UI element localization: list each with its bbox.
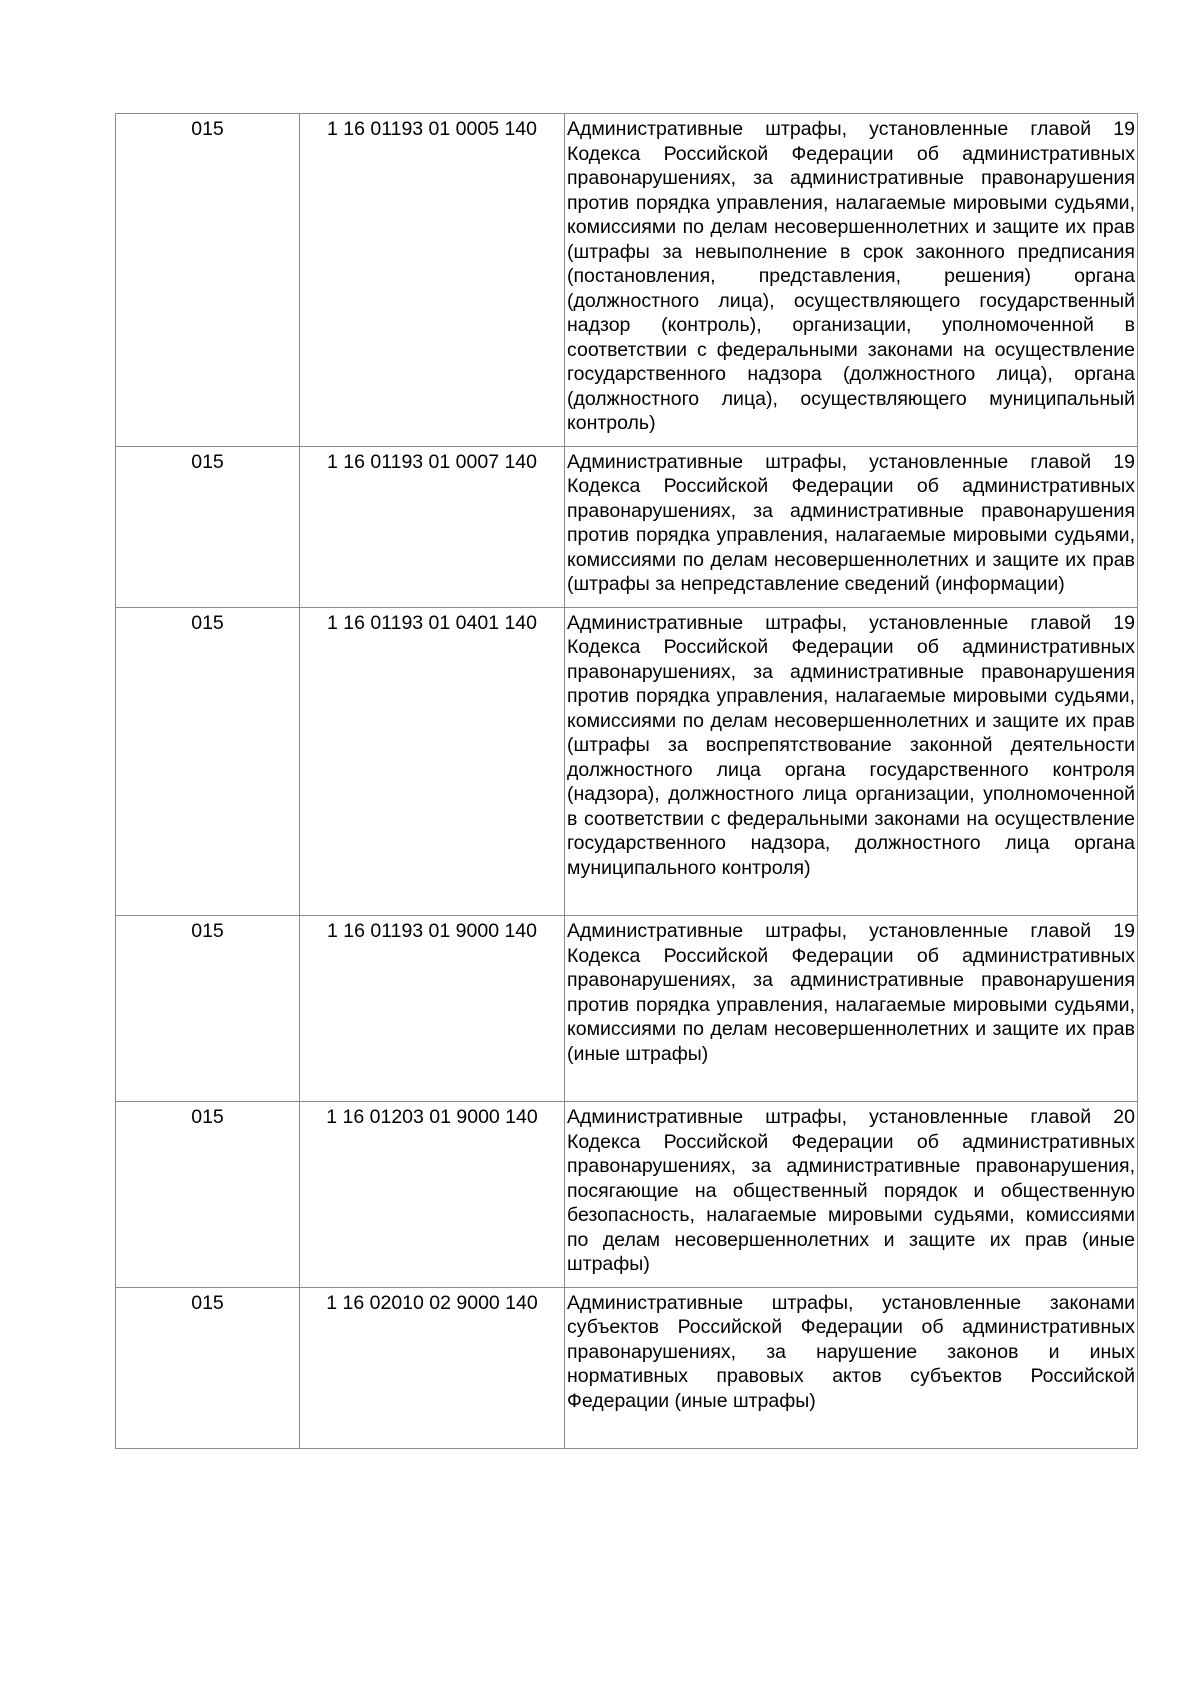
table-row: [116, 446, 1138, 607]
description-cell: Административные штрафы, установленные главой 19 Кодекса Российской Федерации об административных правонарушениях, за административные правонарушения против порядка управления, налагаемые мировыми судьями, комиссиями по делам несовершеннолетних и защите их прав (штрафы за воспрепятствование законной деятельности должностного лица органа государственного контроля (надзора), должностного лица организации, уполномоченной в соответствии с федеральными законами на осуществление государственного надзора, должностного лица органа муниципального контроля): [565, 607, 1138, 916]
kbk-code-cell: 1 16 01193 01 0401 140: [300, 607, 565, 916]
budget-classification-table: [115, 113, 1138, 1449]
description-cell: Административные штрафы, установленные главой 19 Кодекса Российской Федерации об административных правонарушениях, за административные правонарушения против порядка управления, налагаемые мировыми судьями, комиссиями по делам несовершеннолетних и защите их прав (иные штрафы): [565, 916, 1138, 1102]
description-cell: Административные штрафы, установленные главой 20 Кодекса Российской Федерации об административных правонарушениях, за административные правонарушения, посягающие на общественный порядок и общественную безопасность, налагаемые мировыми судьями, комиссиями по делам несовершеннолетних и защите их прав (иные штрафы): [565, 1102, 1138, 1288]
table-row: [116, 1102, 1138, 1288]
admin-code-cell: 015: [116, 916, 300, 1102]
table-row: [116, 1287, 1138, 1449]
admin-code-cell: 015: [116, 1102, 300, 1288]
kbk-code-cell: 1 16 01203 01 9000 140: [300, 1102, 565, 1288]
admin-code-cell: 015: [116, 114, 300, 447]
table-row: [116, 607, 1138, 916]
description-cell: Административные штрафы, установленные главой 19 Кодекса Российской Федерации об административных правонарушениях, за административные правонарушения против порядка управления, налагаемые мировыми судьями, комиссиями по делам несовершеннолетних и защите их прав (штрафы за невыполнение в срок законного предписания (постановления, представления, решения) органа (должностного лица), осуществляющего государственный надзор (контроль), организации, уполномоченной в соответствии с федеральными законами на осуществление государственного надзора (должностного лица), органа (должностного лица), осуществляющего муниципальный контроль): [565, 114, 1138, 447]
description-cell: Административные штрафы, установленные законами субъектов Российской Федерации об административных правонарушениях, за нарушение законов и иных нормативных правовых актов субъектов Российской Федерации (иные штрафы): [565, 1287, 1138, 1449]
admin-code-cell: 015: [116, 607, 300, 916]
table-row: [116, 114, 1138, 447]
admin-code-cell: 015: [116, 446, 300, 607]
kbk-code-cell: 1 16 01193 01 9000 140: [300, 916, 565, 1102]
kbk-code-cell: 1 16 01193 01 0007 140: [300, 446, 565, 607]
kbk-code-cell: 1 16 02010 02 9000 140: [300, 1287, 565, 1449]
description-cell: Административные штрафы, установленные главой 19 Кодекса Российской Федерации об административных правонарушениях, за административные правонарушения против порядка управления, налагаемые мировыми судьями, комиссиями по делам несовершеннолетних и защите их прав (штрафы за непредставление сведений (информации): [565, 446, 1138, 607]
kbk-code-cell: 1 16 01193 01 0005 140: [300, 114, 565, 447]
table-row: [116, 916, 1138, 1102]
admin-code-cell: 015: [116, 1287, 300, 1449]
